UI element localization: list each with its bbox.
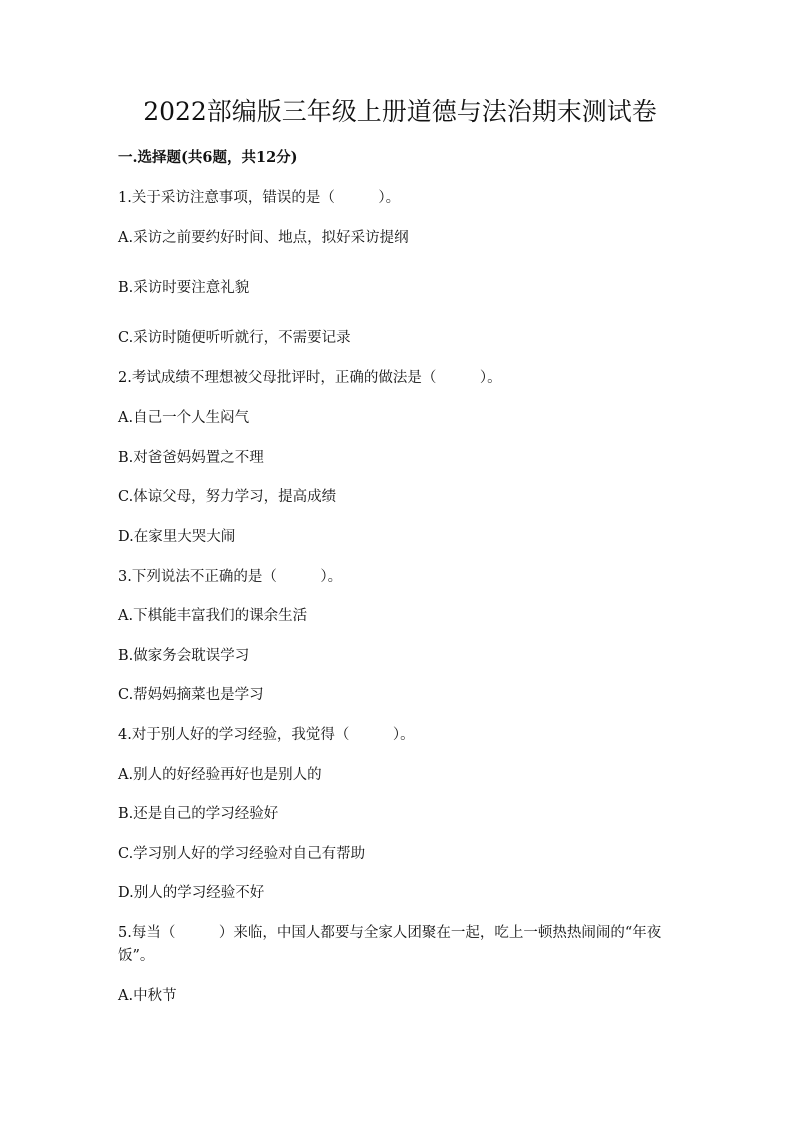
question-option: B.做家务会耽误学习 [118, 648, 250, 664]
question-option: C.采访时随便听听就行，不需要记录 [118, 330, 351, 346]
question-option: A.自己一个人生闷气 [118, 410, 250, 426]
page-title: 2022部编版三年级上册道德与法治期末测试卷 [143, 97, 657, 126]
question-option: B.对爸爸妈妈置之不理 [118, 450, 264, 466]
question-option: D.别人的学习经验不好 [118, 885, 265, 901]
question-option: A.采访之前要约好时间、地点，拟好采访提纲 [118, 230, 409, 246]
question-option: A.别人的好经验再好也是别人的 [118, 767, 322, 783]
question-option: D.在家里大哭大闹 [118, 529, 236, 545]
question-stem: 2.考试成绩不理想被父母批评时，正确的做法是（ ）。 [118, 370, 502, 386]
question-stem: 4.对于别人好的学习经验，我觉得（ ）。 [118, 727, 415, 743]
question-option: B.还是自己的学习经验好 [118, 806, 279, 822]
section-heading: 一.选择题(共6题，共12分) [118, 149, 298, 166]
question-option: C.学习别人好的学习经验对自己有帮助 [118, 846, 366, 862]
question-stem: 5.每当（ ）来临，中国人都要与全家人团聚在一起，吃上一顿热热闹闹的“年夜饭”。 [118, 925, 662, 964]
question-option: C.帮妈妈摘菜也是学习 [118, 687, 264, 703]
question-option: B.采访时要注意礼貌 [118, 280, 250, 296]
question-option: A.下棋能丰富我们的课余生活 [118, 608, 308, 624]
question-stem: 3.下列说法不正确的是（ ）。 [118, 569, 343, 585]
question-stem: 1.关于采访注意事项，错误的是（ ）。 [118, 190, 401, 206]
question-option: C.体谅父母，努力学习，提高成绩 [118, 489, 337, 505]
question-option: A.中秋节 [118, 988, 177, 1004]
